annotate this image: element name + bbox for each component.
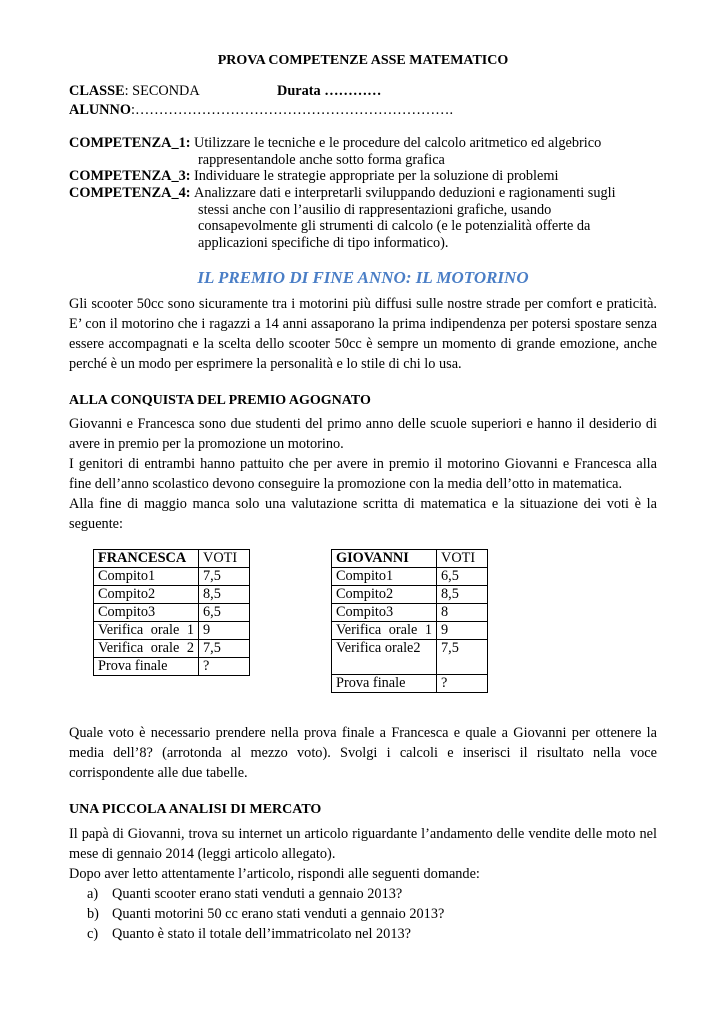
table-cell: Prova finale xyxy=(94,658,199,676)
section2-heading: UNA PICCOLA ANALISI DI MERCATO xyxy=(69,802,322,817)
table-cell: Verifica orale 1 xyxy=(94,622,199,640)
table-row xyxy=(94,640,250,658)
table-cell: 7,5 xyxy=(199,640,250,658)
competenza-1-text xyxy=(194,135,668,168)
table-cell: Compito1 xyxy=(332,568,437,586)
table-cell: 6,5 xyxy=(199,604,250,622)
competenza-line: Analizzare dati e interpretarli sviluppando deduzioni e ragionamenti sugli xyxy=(194,185,616,201)
competenza-line: Utilizzare le tecniche e le procedure del calcolo aritmetico ed algebrico xyxy=(194,135,602,151)
alunno-value: :…………………………………………………………. xyxy=(130,102,454,118)
table-row xyxy=(94,604,250,622)
table-cell: Compito1 xyxy=(94,568,199,586)
table-cell: ? xyxy=(199,658,250,676)
table-row xyxy=(94,658,250,676)
intro-text: Gli scooter 50cc sono sicuramente tra i motorini più diffusi sulle nostre strade per comfort e praticità. E’ con il motorino che i ragazzi a 14 anni assaporano la prima indipendenza per potersi spostare senza essere accompagnati e la scelta dello scooter 50cc è sempre un momento di grande emozione, anche perché è un modo per esprimere la personalità e lo stile di chi lo usa. xyxy=(69,296,657,372)
table-cell: 7,5 xyxy=(199,568,250,586)
alunno-label: ALUNNO xyxy=(69,102,131,118)
table-cell: Compito3 xyxy=(94,604,199,622)
classe-line xyxy=(69,83,382,100)
durata-field: Durata ………… xyxy=(277,83,382,99)
table-cell: Compito3 xyxy=(332,604,437,622)
list-item xyxy=(87,924,444,944)
table-cell: Prova finale xyxy=(332,675,437,693)
table-row xyxy=(332,568,488,586)
table-row xyxy=(332,622,488,640)
section1-paragraph: Giovanni e Francesca sono due studenti del primo anno delle scuole superiori e hanno il desiderio di avere in premio per la promozione un motorino. xyxy=(69,416,657,452)
table-cell: 8 xyxy=(437,604,488,622)
section2-paragraphs xyxy=(69,824,657,884)
list-item xyxy=(87,884,444,904)
table-header-cell: FRANCESCA xyxy=(94,550,199,568)
table-row xyxy=(94,568,250,586)
classe-value: : SECONDA xyxy=(124,83,200,99)
question1-paragraph xyxy=(69,723,657,783)
section1-paragraph: I genitori di entrambi hanno pattuito che per avere in premio il motorino Giovanni e Francesca alla fine dell’anno scolastico devono conseguire la promozione con la media dell’otto in matematica. xyxy=(69,456,657,492)
competenza-1 xyxy=(69,135,191,152)
list-item-text: Quanti motorini 50 cc erano stati venduti a gennaio 2013? xyxy=(112,906,445,922)
table-header-row xyxy=(332,550,488,568)
section2-paragraph: Dopo aver letto attentamente l’articolo, rispondi alle seguenti domande: xyxy=(69,866,480,882)
table-cell: Verifica orale 2 xyxy=(94,640,199,658)
competenza-line: rappresentandole anche sotto forma grafica xyxy=(198,151,445,168)
competenza-line: applicazioni specifiche di tipo informatico). xyxy=(198,234,449,251)
list-marker: c) xyxy=(87,926,99,942)
table-header-row xyxy=(94,550,250,568)
competenza-label: COMPETENZA_1: xyxy=(69,135,191,151)
table-row xyxy=(94,622,250,640)
table-header-cell: VOTI xyxy=(199,550,250,568)
competenza-line: stessi anche con l’ausilio di rappresentazioni grafiche, usando xyxy=(198,201,552,218)
main-title: IL PREMIO DI FINE ANNO: IL MOTORINO xyxy=(197,268,529,287)
competenza-3-text xyxy=(194,168,668,185)
table-row xyxy=(332,640,488,675)
competenza-line: consapevolmente gli strumenti di calcolo (e le potenzialità offerte da xyxy=(198,218,591,234)
table-cell: Compito2 xyxy=(94,586,199,604)
table-row xyxy=(332,586,488,604)
competenza-4 xyxy=(69,185,191,202)
competenza-label: COMPETENZA_3: xyxy=(69,168,191,184)
table-cell: Verifica orale 1 xyxy=(332,622,437,640)
table-row xyxy=(332,675,488,693)
giovanni-grades-table xyxy=(331,549,488,693)
question-list xyxy=(87,884,444,944)
table-row xyxy=(332,604,488,622)
table-cell: 9 xyxy=(199,622,250,640)
alunno-line xyxy=(69,102,453,119)
table-cell: ? xyxy=(437,675,488,693)
table-row xyxy=(94,586,250,604)
table-cell: Compito2 xyxy=(332,586,437,604)
section1-paragraphs xyxy=(69,414,657,534)
list-item xyxy=(87,904,444,924)
table-cell: Verifica orale2 xyxy=(332,640,437,675)
question1-text: Quale voto è necessario prendere nella prova finale a Francesca e quale a Giovanni per ottenere la media dell’8? (arrotonda al mezzo voto). Svolgi i calcoli e inserisci il risultato nella voce corrispondente alle due tabelle. xyxy=(69,725,657,781)
table-cell: 9 xyxy=(437,622,488,640)
list-marker: a) xyxy=(87,886,99,902)
francesca-grades-table xyxy=(93,549,250,676)
table-cell: 8,5 xyxy=(437,586,488,604)
intro-paragraph xyxy=(69,294,657,374)
table-cell: 6,5 xyxy=(437,568,488,586)
classe-label: CLASSE xyxy=(69,83,125,99)
list-item-text: Quanto è stato il totale dell’immatricolato nel 2013? xyxy=(112,926,411,942)
competenza-label: COMPETENZA_4: xyxy=(69,185,191,201)
section1-paragraph: Alla fine di maggio manca solo una valutazione scritta di matematica e la situazione dei voti è la seguente: xyxy=(69,496,657,532)
table-header-cell: VOTI xyxy=(437,550,488,568)
table-cell: 7,5 xyxy=(437,640,488,675)
competenza-line: Individuare le strategie appropriate per la soluzione di problemi xyxy=(194,168,559,184)
competenza-4-text xyxy=(194,185,668,251)
table-cell: 8,5 xyxy=(199,586,250,604)
list-marker: b) xyxy=(87,906,99,922)
section1-heading: ALLA CONQUISTA DEL PREMIO AGOGNATO xyxy=(69,393,371,408)
document-title: PROVA COMPETENZE ASSE MATEMATICO xyxy=(217,53,509,68)
competenza-3 xyxy=(69,168,191,185)
section2-paragraph: Il papà di Giovanni, trova su internet un articolo riguardante l’andamento delle vendite delle moto nel mese di gennaio 2014 (leggi articolo allegato). xyxy=(69,826,657,862)
list-item-text: Quanti scooter erano stati venduti a gennaio 2013? xyxy=(112,886,403,902)
table-header-cell: GIOVANNI xyxy=(332,550,437,568)
